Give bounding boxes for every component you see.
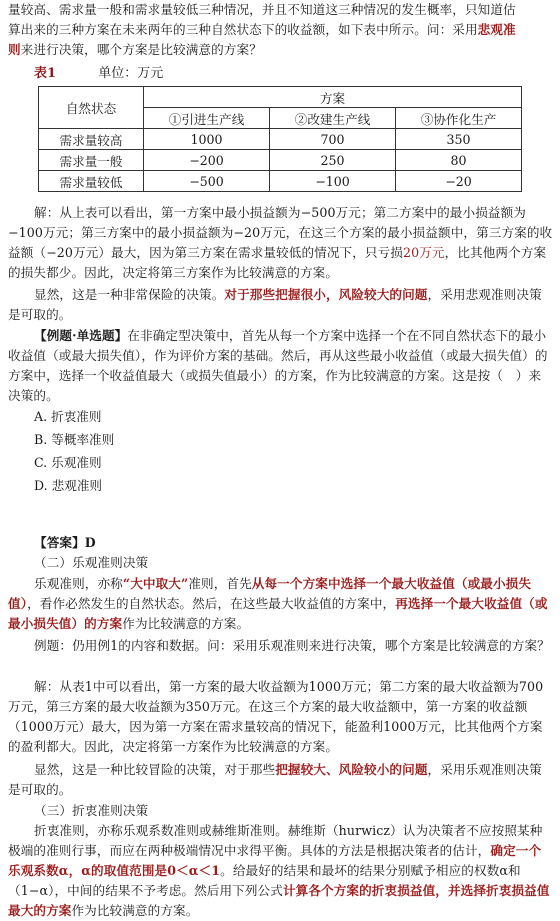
table-row xyxy=(39,150,522,171)
table-cell: 250 xyxy=(270,150,396,171)
column-header: ②改建生产线 xyxy=(270,108,396,129)
conclusion-paragraph-2: 显然，这是一种比较冒险的决策，对于那些把握较大、风险较小的问题，采用乐观准则决策是可取的。 xyxy=(8,762,542,797)
answer-value: D xyxy=(84,535,96,550)
table-cell: 350 xyxy=(396,129,522,150)
section-3-title: （三）折衷准则决策 xyxy=(34,803,149,818)
table-unit: 单位：万元 xyxy=(98,66,164,81)
option-c: C. 乐观准则 xyxy=(34,455,102,470)
conclusion-paragraph-1: 显然，这是一种非常保险的决策。对于那些把握很小，风险较大的问题，采用悲观准则决策是可取的。 xyxy=(8,287,542,322)
option-d: D. 悲观准则 xyxy=(34,478,103,493)
intro-line-2: 算出来的三种方案在未来两年的三种自然状态下的收益额，如下表中所示。问：采用悲观准 xyxy=(8,22,516,37)
table-cell: 700 xyxy=(270,129,396,150)
payoff-table xyxy=(38,86,522,192)
row-state: 需求量较低 xyxy=(39,171,144,192)
intro-line-1: 量较高、需求量一般和需求量较低三种情况，并且不知道这三种情况的发生概率，只知道估 xyxy=(8,2,516,17)
table-cell: 80 xyxy=(396,150,522,171)
option-b: B. 等概率准则 xyxy=(34,432,115,447)
answer-line xyxy=(8,533,553,553)
column-header: ①引进生产线 xyxy=(144,108,270,129)
compromise-paragraph: 折衷准则，亦称乐观系数准则或赫维斯准则。赫维斯（hurwicz）认为决策者不应按照某种极端的准则行事，而应在两种极端情况中求得平衡。具体的方法是根据决策者的估计，确定一个乐观系数α，α的取值范围是0＜α＜1。给最好的结果和最坏的结果分别赋予相应的权数α和（1−α），中间的结果不予考虑。然后用下列公式计算各个方案的折衷损益值，并选择折衷损益值最大的方案作为比较满意的方案。 xyxy=(8,823,550,918)
table-cell: −200 xyxy=(144,150,270,171)
solution-paragraph-1: 解：从上表可以看出，第一方案中最小损益额为−500万元；第二方案中的最小损益额为−100万元；第三方案中的最小损益额为−20万元，在这三个方案的最小损益额中，第三方案的收益额（−20万元）最大，因为第三方案在需求量较低的情况下，只亏损20万元，比其他两个方案的损失都少。因此，决定将第三方案作为比较满意的方案。 xyxy=(8,205,553,280)
header-state-cell: 自然状态 xyxy=(39,87,144,129)
example-2-paragraph: 例题：仍用例1的内容和数据。问：采用乐观准则来进行决策，哪个方案是比较满意的方案？ xyxy=(34,638,550,653)
row-state: 需求量一般 xyxy=(39,150,144,171)
question-paragraph: 【例题·单选题】在非确定型决策中，首先从每一个方案中选择一个在不同自然状态下的最小收益值（或最大损失值），作为评价方案的基础。然后，再从这些最小收益值（或最大损失值）的方案中，选择一个收益值最大（或损失值最小）的方案，作为比较满意的方案。这是按（ ）来决策的。 xyxy=(8,328,548,403)
solution-paragraph-2: 解：从表1中可以看出，第一方案的最大收益额为1000万元；第二方案的最大收益额为700万元，第三方案的最大收益额为350万元。在这三个方案的最大收益额中，第一方案的收益额（1000万元）最大，因为第一方案在需求量较高的情况下，能盈利1000万元，比其他两个方案的盈利都大。因此，决定将第一方案作为比较满意的方案。 xyxy=(8,679,544,754)
section-2-title: （二）乐观准则决策 xyxy=(34,555,149,570)
column-header: ③协作化生产 xyxy=(396,108,522,129)
table-caption: 表1 xyxy=(34,66,57,81)
table-header-row xyxy=(39,87,522,108)
table-cell: −100 xyxy=(270,171,396,192)
table-row xyxy=(39,129,522,150)
question-label: 【例题·单选题】 xyxy=(34,328,128,343)
table-cell: −20 xyxy=(396,171,522,192)
optimism-paragraph: 乐观准则，亦称“大中取大”准则，首先从每一个方案中选择一个最大收益值（或最小损失值），看作必然发生的自然状态。然后，在这些最大收益值的方案中，再选择一个最大收益值（或最小损失值）的方案作为比较满意的方案。 xyxy=(8,576,548,631)
table-cell: 1000 xyxy=(144,129,270,150)
table-cell: −500 xyxy=(144,171,270,192)
answer-label: 【答案】 xyxy=(34,535,85,550)
table-caption-row xyxy=(34,62,163,81)
row-state: 需求量较高 xyxy=(39,129,144,150)
intro-line-3: 则来进行决策，哪个方案是比较满意的方案？ xyxy=(8,42,262,57)
header-plan-cell: 方案 xyxy=(144,87,522,108)
option-a: A. 折衷准则 xyxy=(34,409,102,424)
table-row xyxy=(39,171,522,192)
intro-paragraph xyxy=(8,0,553,60)
